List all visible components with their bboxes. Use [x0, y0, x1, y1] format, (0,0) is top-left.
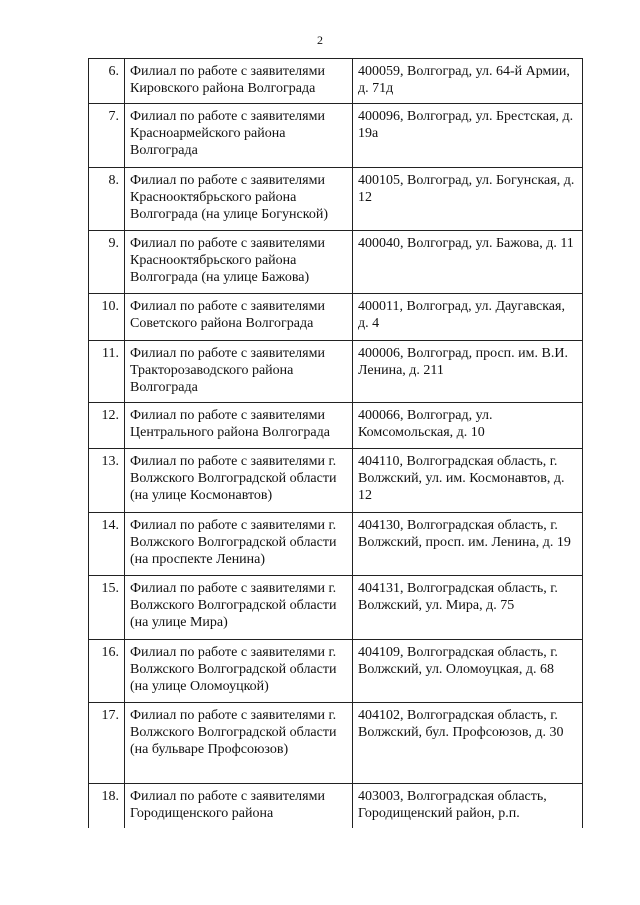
branch-address: 400105, Волгоград, ул. Богунская, д. 12 — [353, 168, 583, 231]
branch-address: 404109, Волгоградская область, г. Волжский, ул. Оломоуцкая, д. 68 — [353, 640, 583, 703]
branch-address: 404110, Волгоградская область, г. Волжский, ул. им. Космонавтов, д. 12 — [353, 449, 583, 513]
branch-name: Филиал по работе с заявителями Городищенского района — [125, 784, 353, 828]
table-row — [89, 59, 583, 104]
table-row — [89, 168, 583, 231]
table-row — [89, 576, 583, 640]
branch-address: 400040, Волгоград, ул. Бажова, д. 11 — [353, 231, 583, 294]
branch-name: Филиал по работе с заявителями Красноармейского района Волгограда — [125, 104, 353, 168]
row-number: 9. — [89, 231, 125, 294]
branch-address: 400059, Волгоград, ул. 64-й Армии, д. 71д — [353, 59, 583, 104]
row-number: 8. — [89, 168, 125, 231]
branch-address: 404131, Волгоградская область, г. Волжский, ул. Мира, д. 75 — [353, 576, 583, 640]
table-row — [89, 294, 583, 341]
page-number: 2 — [317, 33, 323, 47]
branch-name: Филиал по работе с заявителями г. Волжского Волгоградской области (на улице Космонавтов) — [125, 449, 353, 513]
branch-name: Филиал по работе с заявителями г. Волжского Волгоградской области (на бульваре Профсоюзов) — [125, 703, 353, 784]
table-row — [89, 449, 583, 513]
table-row — [89, 403, 583, 449]
branches-table — [88, 58, 583, 828]
branch-name: Филиал по работе с заявителями г. Волжского Волгоградской области (на улице Мира) — [125, 576, 353, 640]
row-number: 11. — [89, 341, 125, 403]
table-row — [89, 104, 583, 168]
branch-name: Филиал по работе с заявителями г. Волжского Волгоградской области (на проспекте Ленина) — [125, 513, 353, 576]
branch-address: 400066, Волгоград, ул. Комсомольская, д. 10 — [353, 403, 583, 449]
table-row — [89, 703, 583, 784]
branch-name: Филиал по работе с заявителями Краснооктябрьского района Волгограда (на улице Богунской) — [125, 168, 353, 231]
branch-name: Филиал по работе с заявителями Советского района Волгограда — [125, 294, 353, 341]
branch-name: Филиал по работе с заявителями Кировского района Волгограда — [125, 59, 353, 104]
table-row — [89, 784, 583, 828]
row-number: 16. — [89, 640, 125, 703]
row-number: 13. — [89, 449, 125, 513]
branch-name: Филиал по работе с заявителями г. Волжского Волгоградской области (на улице Оломоуцкой) — [125, 640, 353, 703]
row-number: 17. — [89, 703, 125, 784]
table-row — [89, 640, 583, 703]
branch-address: 400006, Волгоград, просп. им. В.И. Ленина, д. 211 — [353, 341, 583, 403]
row-number: 15. — [89, 576, 125, 640]
branch-name: Филиал по работе с заявителями Тракторозаводского района Волгограда — [125, 341, 353, 403]
branch-address: 404130, Волгоградская область, г. Волжский, просп. им. Ленина, д. 19 — [353, 513, 583, 576]
row-number: 10. — [89, 294, 125, 341]
row-number: 18. — [89, 784, 125, 828]
table-row — [89, 513, 583, 576]
branch-name: Филиал по работе с заявителями Краснооктябрьского района Волгограда (на улице Бажова) — [125, 231, 353, 294]
branch-address: 400011, Волгоград, ул. Даугавская, д. 4 — [353, 294, 583, 341]
branch-name: Филиал по работе с заявителями Центрального района Волгограда — [125, 403, 353, 449]
branch-address: 400096, Волгоград, ул. Брестская, д. 19а — [353, 104, 583, 168]
row-number: 6. — [89, 59, 125, 104]
row-number: 14. — [89, 513, 125, 576]
table-row — [89, 341, 583, 403]
row-number: 7. — [89, 104, 125, 168]
row-number: 12. — [89, 403, 125, 449]
branch-address: 403003, Волгоградская область, Городищенский район, р.п. — [353, 784, 583, 828]
table-row — [89, 231, 583, 294]
branch-address: 404102, Волгоградская область, г. Волжский, бул. Профсоюзов, д. 30 — [353, 703, 583, 784]
